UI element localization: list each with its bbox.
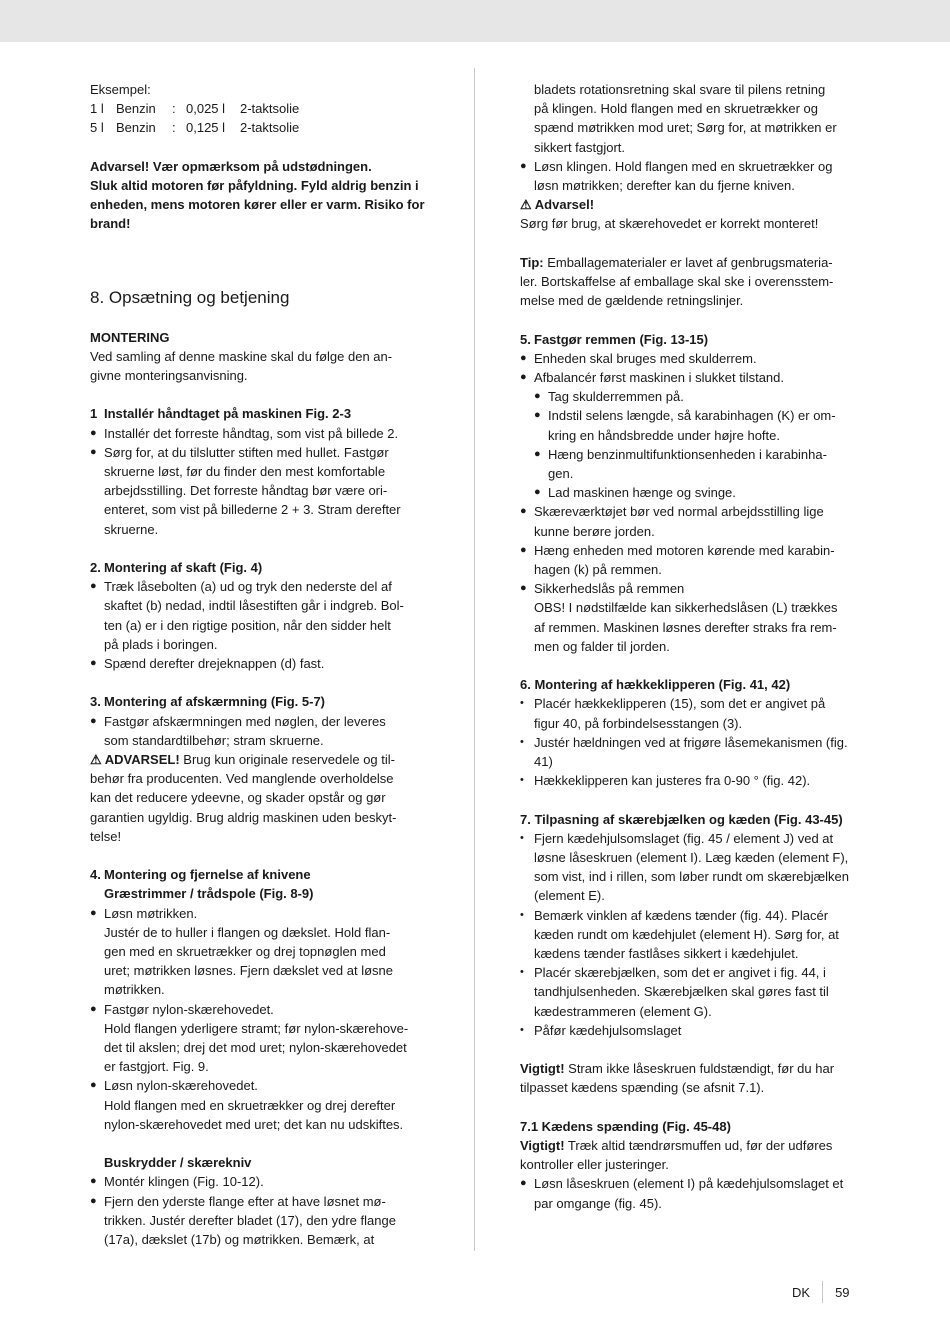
bullet-icon: ● — [520, 351, 527, 364]
sub-list-item — [520, 387, 860, 406]
text-line: brand! — [90, 216, 131, 232]
list-item — [520, 733, 860, 771]
text-line: Hæng benzinmultifunktionsenheden i karabinha- — [548, 446, 827, 462]
sub-list-item — [520, 445, 860, 483]
text-line: telse! — [90, 828, 122, 844]
text-line: løsne låseskruen (element I). Læg kæden (element F), — [534, 850, 849, 866]
bullet-icon: ● — [520, 159, 527, 172]
bullet-icon: ● — [520, 543, 527, 556]
text-line: Skæreværktøjet bør ved normal arbejdsstilling lige — [534, 504, 824, 520]
mix-cell: 5 l — [90, 120, 104, 136]
list-item — [520, 963, 860, 1021]
important-paragraph — [520, 1059, 860, 1078]
bullet-icon: ● — [90, 1079, 97, 1092]
dot-icon: • — [520, 831, 524, 844]
list-item — [520, 157, 860, 195]
language-code: DK — [792, 1284, 811, 1300]
warning-label: ⚠ Advarsel! — [520, 197, 595, 213]
step-title: Installér håndtaget på maskinen Fig. 2-3 — [104, 406, 352, 422]
text-line: Bemærk vinklen af kædens tænder (fig. 44). Placér — [534, 907, 829, 923]
text-line: Montér klingen (Fig. 10-12). — [104, 1174, 264, 1190]
text-line: arbejdsstilling. Det forreste håndtag bør være ori- — [104, 483, 388, 499]
list-item — [520, 1174, 860, 1212]
text-line: på plads i boringen. — [104, 636, 218, 652]
text-line: Justér de to huller i flangen og dækslet. Hold flan- — [104, 924, 391, 940]
text-line: kædens tænder fastlåses sikkert i kædehjulet. — [534, 946, 799, 962]
sub-list-item — [520, 406, 860, 444]
text-line: uret; møtrikken løsnes. Fjern dækslet ved at løsne — [104, 963, 393, 979]
mix-cell: Benzin — [116, 101, 156, 117]
text-line: af remmen. Maskinen løsnes derefter straks fra rem- — [534, 619, 837, 635]
text-line: Enheden skal bruges med skulderrem. — [534, 350, 757, 366]
text-span: Træk altid tændrørsmuffen ud, før der udføres — [564, 1138, 833, 1154]
text-line: kæden rundt om kædehjulet (element H). Sørg for, at — [534, 926, 839, 942]
mix-cell: : — [172, 101, 176, 117]
text-line: Hækkeklipperen kan justeres fra 0-90 ° (fig. 42). — [534, 773, 811, 789]
text-line: (17a), dækslet (17b) og møtrikken. Bemærk, at — [104, 1232, 375, 1248]
mix-cell: 0,025 l — [186, 101, 226, 117]
text-line: kædestrammeren (element G). — [534, 1003, 712, 1019]
section-title: 8. Opsætning og betjening — [90, 287, 290, 307]
text-line: Fjern kædehjulsomslaget (fig. 45 / element J) ved at — [534, 830, 834, 846]
step-7-1-heading: 7.1 Kædens spænding (Fig. 45-48) — [520, 1118, 731, 1134]
text-line: Afbalancér først maskinen i slukket tilstand. — [534, 370, 784, 386]
mix-cell: 1 l — [90, 101, 104, 117]
text-line: er fastgjort. Fig. 9. — [104, 1059, 209, 1075]
continued-text — [520, 80, 860, 157]
bullet-icon: ● — [534, 486, 541, 499]
text-line: garantien ugyldig. Brug aldrig maskinen uden beskyt- — [90, 809, 397, 825]
step-number: 3. — [90, 694, 101, 710]
mix-cell: 2-taktsolie — [240, 101, 300, 117]
step-title: Montering af skaft (Fig. 4) — [104, 560, 263, 576]
list-item — [90, 443, 430, 539]
text-line: skaftet (b) nedad, indtil låsestiften går i indgreb. Bol- — [104, 598, 404, 614]
text-line: Spænd derefter drejeknappen (d) fast. — [104, 656, 325, 672]
step-4-heading — [90, 865, 430, 903]
dot-icon: • — [520, 735, 524, 748]
dot-icon: • — [520, 1023, 524, 1036]
text-line: tandhjulsenheden. Skærebjælken skal gøres fast til — [534, 984, 829, 1000]
bullet-icon: ● — [520, 1177, 527, 1190]
dot-icon: • — [520, 966, 524, 979]
text-line: Sluk altid motoren før påfyldning. Fyld aldrig benzin i — [90, 178, 419, 193]
text-line: nylon-skærehovedet med uret; det kan nu udskiftes. — [104, 1116, 404, 1132]
bullet-icon: ● — [90, 1194, 97, 1207]
text-line: skruerne løst, før du finder den mest komfortable — [104, 464, 386, 480]
text-line: par omgange (fig. 45). — [534, 1195, 662, 1211]
step-5-heading — [520, 330, 860, 349]
mix-cell: Benzin — [116, 120, 156, 136]
sub-list-item — [520, 483, 860, 502]
warning-label: ⚠ ADVARSEL! — [90, 752, 180, 768]
text-line: ten (a) er i den rigtige position, når den sidder helt — [104, 617, 391, 633]
important-paragraph — [520, 1136, 860, 1155]
text-line: det til akslen; drej det mod uret; nylon-skærehovedet — [104, 1040, 407, 1056]
text-line: Hæng enheden med motoren kørende med karabin- — [534, 542, 835, 558]
bullet-icon: ● — [90, 1002, 97, 1015]
top-gray-bar — [0, 0, 950, 42]
text-line: Løsn nylon-skærehovedet. — [104, 1078, 258, 1094]
text-line: på klingen. Hold flangen med en skruetrækker og — [534, 101, 818, 117]
text-line: gen med en skruetrækker og drej topnøglen med — [104, 944, 386, 960]
text-line: Ved samling af denne maskine skal du følge den an- — [90, 348, 393, 364]
bullet-icon: ● — [90, 580, 97, 593]
text-line: kontroller eller justeringer. — [520, 1157, 669, 1173]
text-line: Lad maskinen hænge og svinge. — [548, 485, 736, 501]
text-line: Påfør kædehjulsomslaget — [534, 1022, 682, 1038]
warning-text: Sørg før brug, at skærehovedet er korrekt monteret! — [520, 216, 819, 232]
dot-icon: • — [520, 697, 524, 710]
step-number: 5. — [520, 331, 531, 347]
text-line: Fastgør nylon-skærehovedet. — [104, 1001, 274, 1017]
text-line: gen. — [548, 466, 574, 482]
mix-row-2 — [90, 118, 430, 137]
bullet-icon: ● — [90, 906, 97, 919]
text-line: Løsn låseskruen (element I) på kædehjulsomslaget et — [534, 1176, 844, 1192]
example-label: Eksempel: — [90, 82, 151, 97]
footer-divider — [822, 1281, 823, 1303]
text-line: bladets rotationsretning skal svare til pilens retning — [534, 82, 826, 97]
left-column — [90, 80, 430, 1249]
list-item — [90, 1192, 430, 1250]
text-span: Brug kun originale reservedele og til- — [179, 752, 395, 768]
step-number: 4. — [90, 867, 101, 883]
text-line: kring en håndsbredde under højre hofte. — [548, 427, 780, 443]
step-number: 2. — [90, 560, 101, 576]
tip-paragraph — [520, 253, 860, 272]
text-line: Løsn møtrikken. — [104, 905, 198, 921]
text-line: (element E). — [534, 888, 605, 904]
text-line: Fjern den yderste flange efter at have løsnet mø- — [104, 1193, 386, 1209]
list-item — [520, 771, 860, 790]
step-6-heading: 6. Montering af hækkeklipperen (Fig. 41, 42) — [520, 677, 791, 693]
list-item — [90, 1000, 430, 1077]
step-title: Montering og fjernelse af knivene — [104, 867, 311, 883]
text-line: 41) — [534, 754, 553, 770]
text-line: Installér det forreste håndtag, som vist på billede 2. — [104, 425, 399, 441]
text-line: kunne berøre jorden. — [534, 523, 655, 539]
right-column — [520, 80, 860, 1213]
text-line: Sikkerhedslås på remmen — [534, 581, 685, 597]
list-item — [520, 502, 860, 540]
text-line: givne monteringsanvisning. — [90, 368, 248, 384]
list-item — [520, 541, 860, 579]
step-title: Græstrimmer / trådspole (Fig. 8-9) — [104, 886, 314, 902]
dot-icon: • — [520, 774, 524, 787]
text-line: Løsn klingen. Hold flangen med en skruetrækker og — [534, 158, 833, 174]
page-footer — [792, 1281, 850, 1303]
text-span: Emballagematerialer er lavet af genbrugsmateria- — [543, 254, 833, 270]
bullet-icon: ● — [90, 445, 97, 458]
step-number: 1 — [90, 406, 98, 422]
text-line: som standardtilbehør; stram skruerne. — [104, 732, 324, 748]
important-label: Vigtigt! — [520, 1061, 565, 1077]
bullet-icon: ● — [520, 505, 527, 518]
text-line: Fastgør afskærmningen med nøglen, der leveres — [104, 713, 386, 729]
text-line: som vist, ind i rillen, som løber rundt om skærebjælken — [534, 869, 849, 885]
text-line: trikken. Justér derefter bladet (17), den ydre flange — [104, 1212, 396, 1228]
brush-heading: Buskrydder / skærekniv — [104, 1155, 252, 1171]
list-item — [90, 424, 430, 443]
text-line: ler. Bortskaffelse af emballage skal ske i overensstem- — [520, 274, 834, 290]
bullet-icon: ● — [534, 409, 541, 422]
montering-heading: MONTERING — [90, 329, 170, 345]
step-3-heading — [90, 692, 430, 711]
mix-row-1 — [90, 99, 430, 118]
list-item — [520, 906, 860, 964]
text-line: enheden, mens motoren kører eller er varm. Risiko for — [90, 197, 425, 213]
bullet-icon: ● — [520, 371, 527, 384]
fuel-warning — [90, 157, 430, 234]
text-line: Indstil selens længde, så karabinhagen (K) er om- — [548, 408, 836, 424]
mix-cell: : — [172, 120, 176, 136]
mix-cell: 2-taktsolie — [240, 120, 300, 136]
column-divider — [474, 68, 475, 1251]
text-line: melse med de gældende retningslinjer. — [520, 293, 744, 309]
text-line: Hold flangen med en skruetrækker og drej derefter — [104, 1097, 396, 1113]
text-line: OBS! I nødstilfælde kan sikkerhedslåsen (L) trækkes — [534, 600, 838, 616]
text-span: Stram ikke låseskruen fuldstændigt, før du har — [564, 1061, 835, 1077]
important-label: Vigtigt! — [520, 1138, 565, 1154]
bullet-icon: ● — [90, 657, 97, 670]
text-line: Placér skærebjælken, som det er angivet i fig. 44, i — [534, 965, 826, 981]
list-item — [520, 1021, 860, 1040]
dot-icon: • — [520, 908, 524, 921]
text-line: enteret, som vist på billederne 2 + 3. Stram derefter — [104, 502, 401, 518]
list-item — [90, 654, 430, 673]
text-line: spænd møtrikken mod uret; Sørg for, at møtrikken er — [534, 120, 837, 136]
list-item — [90, 904, 430, 1000]
text-line: tilpasset kædens spænding (se afsnit 7.1). — [520, 1080, 765, 1096]
text-line: løsn møtrikken; derefter kan du fjerne kniven. — [534, 178, 795, 194]
text-line: sikkert fastgjort. — [534, 139, 626, 155]
page-number: 59 — [835, 1284, 850, 1300]
bullet-icon: ● — [90, 426, 97, 439]
list-item — [520, 829, 860, 906]
warning-paragraph — [90, 750, 430, 769]
text-line: Tag skulderremmen på. — [548, 389, 684, 405]
list-item — [520, 368, 860, 387]
text-line: kan det reducere ydeevne, og skader opstår og gør — [90, 790, 386, 806]
step-title: Fastgør remmen (Fig. 13-15) — [534, 331, 709, 347]
step-1-heading — [90, 404, 430, 423]
step-7-heading: 7. Tilpasning af skærebjælken og kæden (Fig. 43-45) — [520, 811, 843, 827]
list-item — [520, 694, 860, 732]
list-item — [90, 577, 430, 654]
list-item — [520, 579, 860, 656]
text-line: møtrikken. — [104, 982, 165, 998]
text-line: skruerne. — [104, 521, 159, 537]
text-line: hagen (k) på remmen. — [534, 562, 662, 578]
text-line: figur 40, på forbindelsesstangen (3). — [534, 715, 743, 731]
list-item — [90, 1076, 430, 1134]
bullet-icon: ● — [90, 714, 97, 727]
text-line: Advarsel! Vær opmærksom på udstødningen. — [90, 158, 372, 174]
step-2-heading — [90, 558, 430, 577]
text-line: behør fra producenten. Ved manglende overholdelse — [90, 771, 394, 787]
text-line: Hold flangen yderligere stramt; før nylon-skærehove- — [104, 1020, 409, 1036]
text-line: Justér hældningen ved at frigøre låsemekanismen (fig. — [534, 734, 848, 750]
step-title: Montering af afskærmning (Fig. 5-7) — [104, 694, 326, 710]
bullet-icon: ● — [534, 447, 541, 460]
text-line: Træk låsebolten (a) ud og tryk den nederste del af — [104, 579, 392, 595]
bullet-icon: ● — [534, 390, 541, 403]
text-line: Placér hækkeklipperen (15), som det er angivet på — [534, 696, 826, 712]
text-line: Sørg for, at du tilslutter stiften med hullet. Fastgør — [104, 444, 389, 460]
text-line: men og falder til jorden. — [534, 638, 670, 654]
list-item — [520, 349, 860, 368]
list-item — [90, 712, 430, 750]
bullet-icon: ● — [90, 1175, 97, 1188]
tip-label: Tip: — [520, 254, 544, 270]
list-item — [90, 1172, 430, 1191]
bullet-icon: ● — [520, 582, 527, 595]
mix-cell: 0,125 l — [186, 120, 226, 136]
